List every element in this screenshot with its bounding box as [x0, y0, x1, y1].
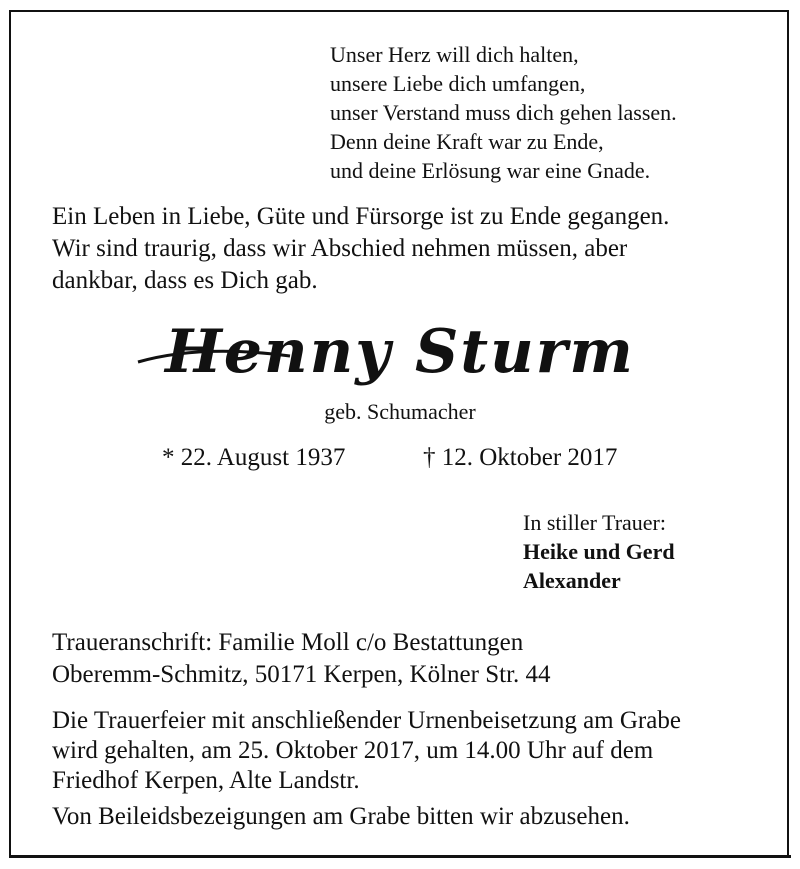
- condolence-note: [52, 802, 630, 832]
- ceremony-line: Die Trauerfeier mit anschließender Urnenbeisetzung am Grabe: [52, 707, 681, 734]
- intro-line: Wir sind traurig, dass wir Abschied nehmen müssen, aber: [52, 235, 628, 262]
- ceremony-line: wird gehalten, am 25. Oktober 2017, um 14.00 Uhr auf dem: [52, 737, 654, 764]
- poem-line: Denn deine Kraft war zu Ende,: [330, 129, 604, 154]
- intro-line: Ein Leben in Liebe, Güte und Fürsorge ist zu Ende gegangen.: [52, 203, 670, 230]
- intro-text: [52, 201, 669, 297]
- deceased-name: [0, 310, 800, 390]
- mourner-name: Heike und Gerd: [523, 539, 675, 564]
- mourning-address: [52, 627, 551, 691]
- condolence-note-text: Von Beileidsbezeigungen am Grabe bitten wir abzusehen.: [52, 803, 630, 830]
- frame-bottom-rule: [9, 855, 791, 858]
- address-line: Oberemm-Schmitz, 50171 Kerpen, Kölner Str. 44: [52, 661, 551, 688]
- poem-line: unsere Liebe dich umfangen,: [330, 71, 586, 96]
- poem-line: unser Verstand muss dich gehen lassen.: [330, 100, 677, 125]
- poem-line: Unser Herz will dich halten,: [330, 42, 579, 67]
- deceased-name-text: Henny Sturm: [165, 317, 635, 387]
- mourners-heading: In stiller Trauer:: [523, 510, 666, 535]
- intro-line: dankbar, dass es Dich gab.: [52, 267, 318, 294]
- mourner-name: Alexander: [523, 568, 621, 593]
- deceased-name-script: [120, 310, 680, 390]
- birth-date: * 22. August 1937: [162, 444, 346, 471]
- mourners: [523, 508, 675, 595]
- ceremony-info: [52, 706, 681, 796]
- death-date: † 12. Oktober 2017: [423, 444, 618, 471]
- poem: [330, 40, 677, 185]
- poem-line: und deine Erlösung war eine Gnade.: [330, 158, 651, 183]
- address-line: Traueranschrift: Familie Moll c/o Bestattungen: [52, 629, 524, 656]
- ceremony-line: Friedhof Kerpen, Alte Landstr.: [52, 767, 360, 794]
- birth-name: geb. Schumacher: [324, 399, 476, 424]
